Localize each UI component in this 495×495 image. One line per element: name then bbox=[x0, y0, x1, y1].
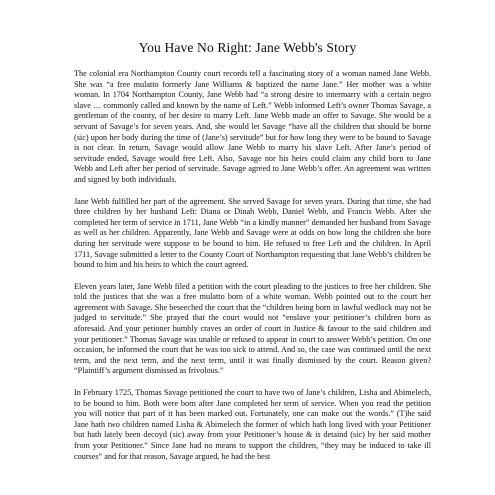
paragraph-2: Jane Webb fulfilled her part of the agreement. She served Savage for seven years. During that time, she had three children by her husband Left: Diana or Dinah Webb, Daniel Webb, and Francis Webb. After she completed her term of service in 1711, Jane Webb “in a kindly manner” demanded her husband from Savage as well as her children. Apparently, Jane Webb and Savage were at odds on how long the children she bore during her servitude were suppose to be bound to him. He refused to free Left and the children. In April 1711, Savage submitted a letter to the County Court of Northampton requesting that Jane Webb’s children be bound to him and his heirs to which the court agreed. bbox=[74, 196, 431, 270]
document-body bbox=[74, 69, 431, 473]
paragraph-4: In February 1725, Thomas Savage petitioned the court to have two of Jane’s children, Lisha and Abimelech, to be bound to him. Both were born after Jane completed her term of service. When you read the petition you will notice that part of it has been marked out. Fortunately, one can make out the words.” (T)he said Jane hath two children named Lisha & Abimelech the former of which hath long lived with your Petitioner but hath lately been decoyd (sic) away from your Petitioner’s house & is detaind (sic) by her said mother from your Petitioner.” Since Jane had no means to support the children, “they may be induced to take ill courses” and for that reason, Savage argued, he had the best bbox=[74, 388, 431, 461]
document-title: You Have No Right: Jane Webb's Story bbox=[138, 40, 357, 55]
paragraph-1: The colonial era Northampton County court records tell a fascinating story of a woman named Jane Webb. She was “a free mulatto formerly Jane Williams & baptized the name Jane.” Her mother was a white woman. In 1704 Northampton County, Jane Webb had “a strong desire to intermarry with a certain negro slave … commonly called and known by the name of Left.” Webb informed Left’s owner Thomas Savage, a gentleman of the county, of her desire to marry Left. Jane Webb made an offer to Savage. She would be a servant of Savage’s for seven years. And, she would let Savage “have all the children that should be borne (sic) upon her body during the time of (Jane’s) servitude” but for how long they were to be bound to Savage is not clear. In return, Savage would allow Jane Webb to marry his slave Left. After Jane’s period of servitude ended, Savage would free Left. Also, Savage nor his heirs could claim any child born to Jane Webb and Left after her period of servitude. Savage agreed to Jane Webb’s offer. An agreement was written and signed by both individuals. bbox=[74, 69, 431, 184]
paragraph-3: Eleven years later, Jane Webb filed a petition with the court pleading to the justices to free her children. She told the justices that she was a free mulatto born of a white woman. Webb pointed out to the court her agreement with Savage. She beseeched the court that the “children being born in lawful wedlock may not be judged to servitude.” She prayed that the court would not “enslave your petitioner’s children born as aforesaid. And your petioner humbly craves an order of court in Justice & favour to the said children and your petitioner.” Thomas Savage was unable or refused to appear in court to answer Webb’s petition. On one occasion, he informed the court that he was too sick to attend. And so, the case was continued until the next term, and the next term, and the next term, until it was finally dismissed by the court. Reason given? “Plaintiff’s argument dismissed as frivolous.” bbox=[74, 281, 431, 376]
